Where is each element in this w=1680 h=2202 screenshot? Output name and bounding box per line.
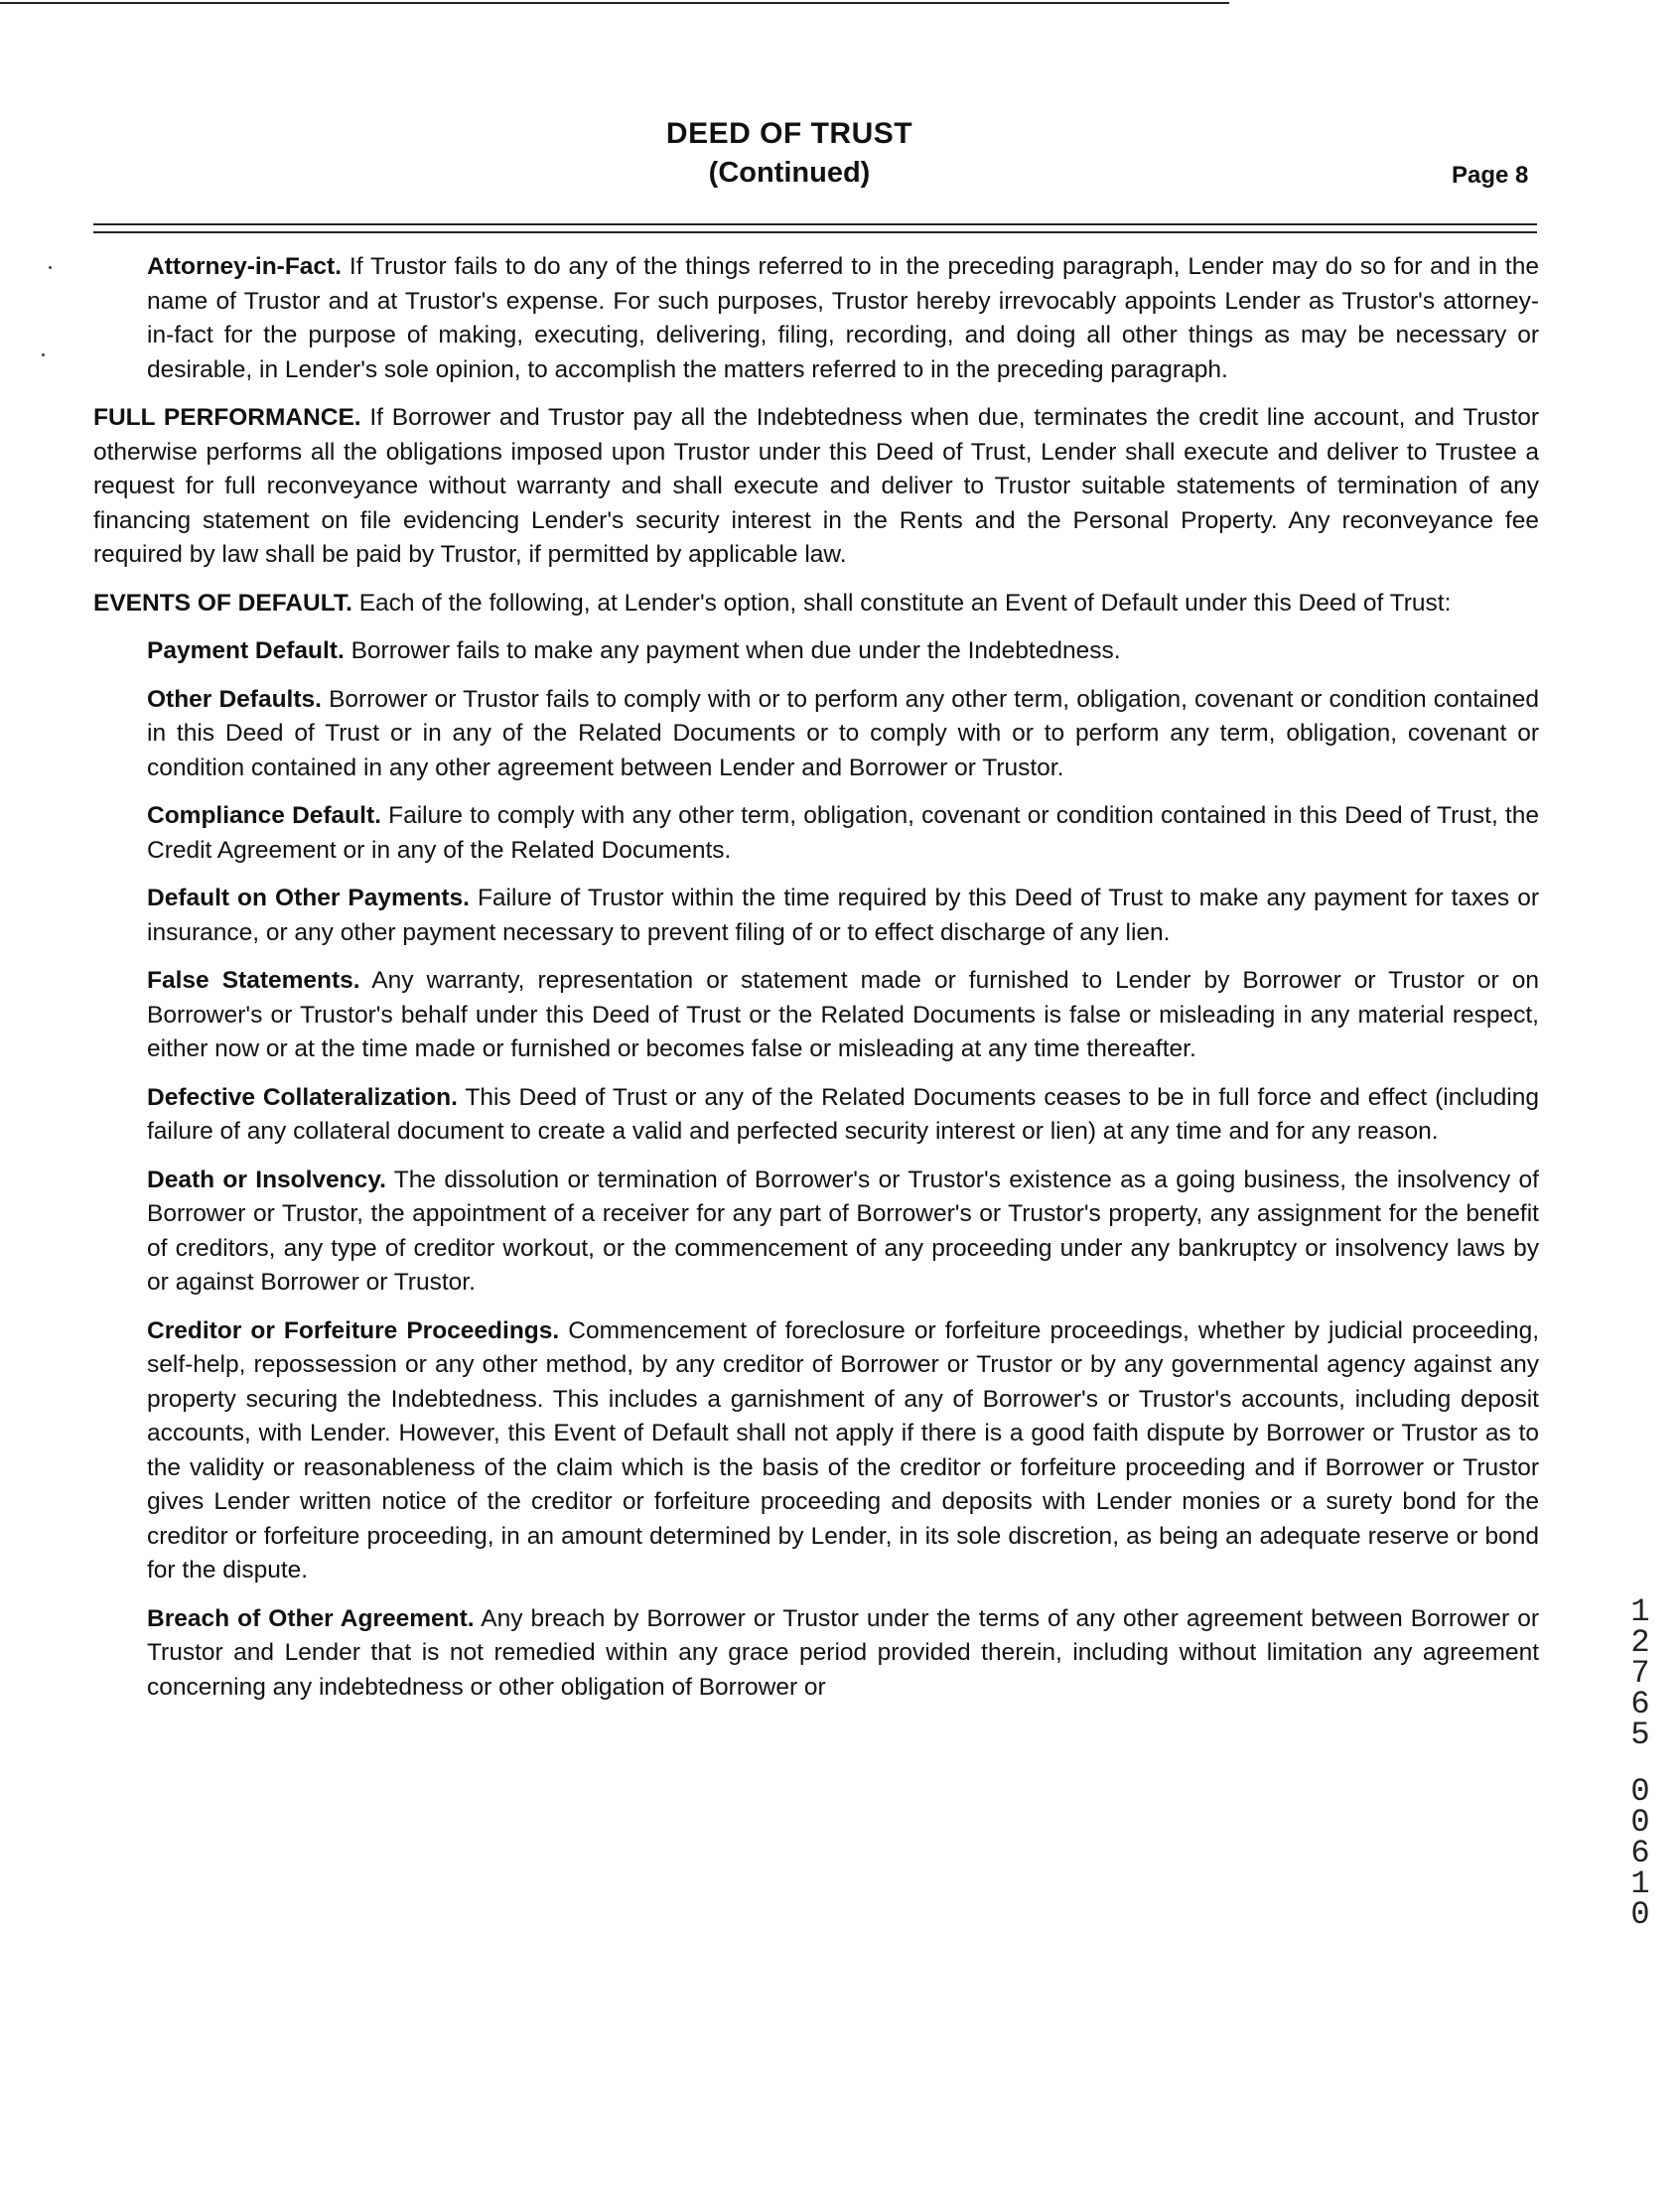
paragraph-death-or-insolvency xyxy=(147,1164,1539,1301)
header-rule xyxy=(93,223,1537,225)
paragraph-text: Borrower fails to make any payment when due under the Indebtedness. xyxy=(350,637,1121,664)
side-digit: 7 xyxy=(1630,1655,1650,1692)
paragraph-heading: Defective Collateralization. xyxy=(147,1083,458,1111)
document-body xyxy=(93,250,1539,1719)
paragraph-text: Any breach by Borrower or Trustor under the terms of any other agreement between Borrower or Trustor and Lender that is not remedied within any grace period provided therein, including without limitation any agreement concerning any indebtedness or other obligation of Borrower or xyxy=(147,1604,1539,1701)
side-digit: 0 xyxy=(1630,1804,1650,1841)
side-digit: 0 xyxy=(1630,1896,1650,1933)
header-rule xyxy=(93,231,1537,233)
side-digit: 1 xyxy=(1630,1865,1650,1902)
paragraph-text: Each of the following, at Lender's option, shall constitute an Event of Default under this Deed of Trust: xyxy=(358,589,1452,617)
paragraph-text: If Borrower and Trustor pay all the Indebtedness when due, terminates the credit line account, and Trustor otherwise performs all the obligations imposed upon Trustor under this Deed of Trust, Lender shall execute and deliver to Trustee a request for full reconveyance without warranty and shall execute and deliver to Trustor suitable statements of termination of any financing statement on file evidencing Lender's security interest in the Rents and the Personal Property. Any reconveyance fee required by law shall be paid by Trustor, if permitted by applicable law. xyxy=(93,404,1539,568)
document-subtitle: (Continued) xyxy=(708,157,871,189)
side-digit: 5 xyxy=(1630,1717,1650,1753)
paragraph-events-of-default xyxy=(93,587,1539,621)
scan-speck xyxy=(49,266,52,269)
paragraph-heading: Compliance Default. xyxy=(147,802,381,829)
paragraph-heading: Other Defaults. xyxy=(147,685,322,713)
page-number: Page 8 xyxy=(1452,162,1529,189)
paragraph-payment-default xyxy=(147,634,1539,669)
paragraph-other-defaults xyxy=(147,683,1539,786)
paragraph-heading: Death or Insolvency. xyxy=(147,1166,386,1193)
document-title: DEED OF TRUST xyxy=(665,117,913,150)
paragraph-text: Any warranty, representation or statement made or furnished to Lender by Borrower or Trustor or on Borrower's or Trustor's behalf under this Deed of Trust or the Related Documents is false or misleading in any material respect, either now or at the time made or furnished or becomes false or misleading at any time thereafter. xyxy=(147,967,1539,1062)
side-digit: 0 xyxy=(1630,1773,1650,1810)
paragraph-text: Borrower or Trustor fails to comply with or to perform any other term, obligation, covenant or condition contained in this Deed of Trust or in any of the Related Documents or to comply with or to perform any term, obligation, covenant or condition contained in any other agreement between Lender and Borrower or Trustor. xyxy=(147,685,1539,781)
paragraph-heading: Payment Default. xyxy=(147,637,345,664)
paragraph-text: Commencement of foreclosure or forfeiture proceedings, whether by judicial proceeding, self-help, repossession or any other method, by any creditor of Borrower or Trustor or by any governmental agency against any property securing the Indebtedness. This includes a garnishment of any of Borrower's or Trustor's accounts, including deposit accounts, with Lender. However, this Event of Default shall not apply if there is a good faith dispute by Borrower or Trustor as to the validity or reasonableness of the claim which is the basis of the creditor or forfeiture proceeding and if Borrower or Trustor gives Lender written notice of the creditor or forfeiture proceeding and deposits with Lender monies or a surety bond for the creditor or forfeiture proceeding, in an amount determined by Lender, in its sole discretion, as being an adequate reserve or bond for the dispute. xyxy=(147,1316,1540,1583)
paragraph-text: This Deed of Trust or any of the Related Documents ceases to be in full force and effect (including failure of any collateral document to create a valid and perfected security interest or lien) at any time and for any reason. xyxy=(147,1083,1539,1145)
side-digit: 1 xyxy=(1630,1593,1650,1630)
side-digit: 6 xyxy=(1630,1835,1650,1871)
paragraph-heading: False Statements. xyxy=(147,967,360,994)
paragraph-false-statements xyxy=(147,964,1539,1067)
paragraph-compliance-default xyxy=(147,799,1539,868)
paragraph-heading: Attorney-in-Fact. xyxy=(147,253,342,280)
paragraph-heading: Breach of Other Agreement. xyxy=(147,1604,475,1632)
paragraph-text: If Trustor fails to do any of the things referred to in the preceding paragraph, Lender may do so for and in the name of Trustor and at Trustor's expense. For such purposes, Trustor hereby irrevocably appoints Lender as Trustor's attorney-in-fact for the purpose of making, executing, delivering, filing, recording, and doing all other things as may be necessary or desirable, in Lender's sole opinion, to accomplish the matters referred to in the preceding paragraph. xyxy=(147,253,1539,383)
paragraph-heading: FULL PERFORMANCE. xyxy=(93,404,361,431)
top-edge-rule xyxy=(0,2,1229,4)
paragraph-full-performance xyxy=(93,401,1539,573)
paragraph-text: The dissolution or termination of Borrower's or Trustor's existence as a going business, the insolvency of Borrower or Trustor, the appointment of a receiver for any part of Borrower's or Trustor's property, any assignment for the benefit of creditors, any type of creditor workout, or the commencement of any proceeding under any bankruptcy or insolvency laws by or against Borrower or Trustor. xyxy=(147,1166,1539,1296)
paragraph-heading: EVENTS OF DEFAULT. xyxy=(93,589,352,617)
paragraph-text: Failure to comply with any other term, obligation, covenant or condition contained in this Deed of Trust, the Credit Agreement or in any of the Related Documents. xyxy=(147,802,1540,864)
paragraph-heading: Default on Other Payments. xyxy=(147,885,470,911)
side-digit: 2 xyxy=(1630,1624,1650,1661)
paragraph-defective-collateralization xyxy=(147,1081,1539,1150)
paragraph-heading: Creditor or Forfeiture Proceedings. xyxy=(147,1316,560,1344)
paragraph-attorney-in-fact xyxy=(147,250,1539,387)
paragraph-default-on-other-payments xyxy=(147,882,1539,950)
paragraph-breach-of-other-agreement xyxy=(147,1602,1539,1706)
paragraph-text: Failure of Trustor within the time required by this Deed of Trust to make any payment for taxes or insurance, or any other payment necessary to prevent filing of or to effect discharge of any lien. xyxy=(147,885,1539,946)
scan-speck xyxy=(42,353,45,356)
side-document-number xyxy=(1625,1593,1655,1933)
paragraph-creditor-or-forfeiture-proceedings xyxy=(147,1314,1539,1588)
side-digit: 6 xyxy=(1630,1686,1650,1722)
